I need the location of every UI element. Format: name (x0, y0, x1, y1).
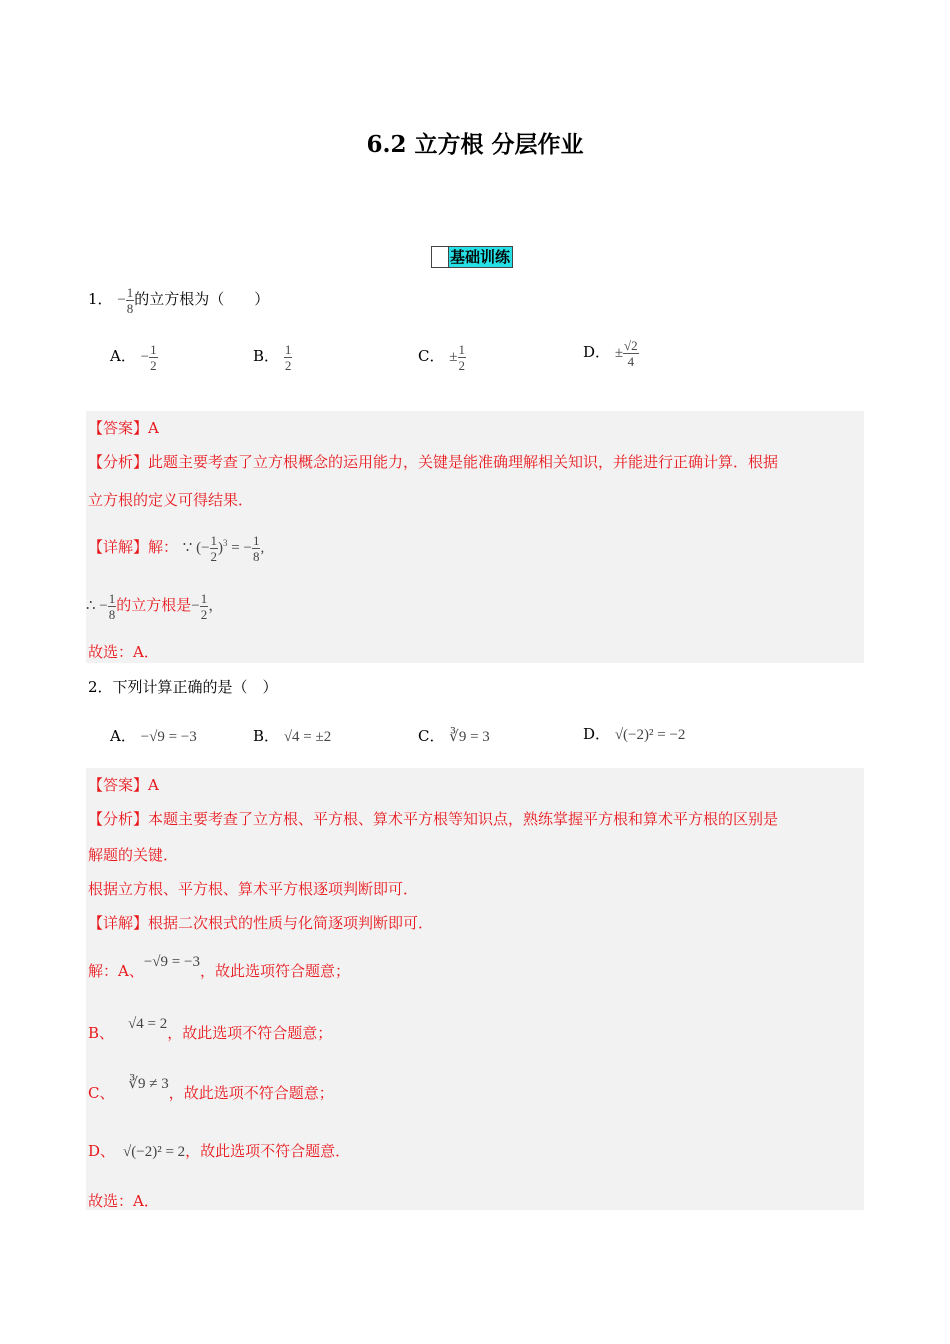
analysis-line-3: 根据立方根、平方根、算术平方根逐项判断即可． (88, 880, 419, 898)
option-label: D． (583, 725, 611, 743)
option-value: ± $\frac{√2}{4}$ (614, 338, 638, 369)
detail-line-2 (86, 591, 223, 622)
option-value: ± $\frac{1}{2}$ (449, 342, 465, 373)
conclusion: 故选：A． (88, 1192, 159, 1210)
detail-suffix: ，故此选项符合题意； (199, 962, 350, 980)
detail-c (88, 1076, 334, 1103)
question-stem: 的立方根为（ ） (134, 289, 270, 308)
detail-formula: √4 = 2 (128, 1016, 168, 1032)
option-value: $\frac{1}{2}$ (284, 342, 292, 373)
detail-d (88, 1140, 350, 1161)
option-b[interactable] (253, 726, 331, 747)
analysis-line-1: 【分析】此题主要考查了立方根概念的运用能力，关键是能准确理解相关知识，并能进行正确计算．根据 (88, 453, 779, 471)
detail-head: 【详解】解： (88, 537, 179, 556)
detail-formula: ∵ (− $\frac{1}{2}$ )$^3$ = − $\frac{1}{8}$ , (182, 533, 265, 564)
answer-box-2 (86, 768, 864, 1210)
detail-suffix: ，故此选项不符合题意； (167, 1024, 333, 1042)
section-badge: 基础训练 (431, 246, 513, 268)
detail-text: 的立方根是 (116, 595, 192, 614)
detail-formula: √(−2)² = 2 (123, 1144, 186, 1160)
option-value: √4 = ±2 (283, 729, 332, 745)
detail-formula: ∛9 ≠ 3 (128, 1076, 169, 1092)
option-value: √(−2)² = −2 (614, 727, 686, 743)
option-label: A． (110, 346, 136, 365)
question-number: 1． (88, 289, 113, 308)
detail-line-1 (88, 533, 264, 564)
detail-suffix: ，故此选项不符合题意； (168, 1084, 334, 1102)
question-2 (88, 677, 278, 697)
option-label: D． (583, 342, 611, 361)
answer: 【答案】A (88, 776, 159, 794)
option-c[interactable] (418, 342, 466, 373)
page-title: 6.2 立方根 分层作业 (366, 131, 584, 158)
answer: 【答案】A (88, 419, 159, 437)
detail-prefix: C、 (88, 1084, 115, 1102)
option-label: C． (418, 346, 445, 365)
option-value: − $\frac{1}{2}$ (140, 342, 157, 373)
detail-formula: ∴ − $\frac{1}{8}$ (86, 591, 116, 622)
detail-prefix: B、 (88, 1024, 115, 1042)
detail-b (88, 1016, 333, 1043)
analysis-line-2: 立方根的定义可得结果． (88, 491, 254, 509)
option-label: B． (253, 727, 280, 745)
option-label: B． (253, 346, 280, 365)
analysis-line-1: 【分析】本题主要考查了立方根、平方根、算术平方根等知识点，熟练掌握平方根和算术平方根的区别是 (88, 810, 779, 828)
detail-formula: − $\frac{1}{2}$ ， (191, 591, 224, 622)
conclusion: 故选：A． (88, 643, 159, 661)
detail-prefix: D、 (88, 1142, 116, 1160)
option-value: ∛9 = 3 (449, 729, 490, 745)
option-d[interactable] (583, 338, 639, 369)
option-value: −√9 = −3 (140, 729, 197, 745)
answer-box-1 (86, 411, 864, 663)
option-label: A． (110, 727, 136, 745)
question-stem: 下列计算正确的是（ ） (112, 678, 278, 696)
detail-prefix: 解：A、 (88, 962, 144, 980)
question-1 (88, 285, 269, 316)
option-a[interactable] (110, 726, 197, 747)
detail-formula: −√9 = −3 (143, 954, 200, 970)
detail-suffix: ，故此选项不符合题意． (185, 1142, 351, 1160)
option-d[interactable] (583, 724, 685, 745)
detail-a (88, 954, 350, 981)
option-a[interactable] (110, 342, 158, 373)
analysis-line-2: 解题的关键． (88, 846, 179, 864)
fraction-expression: − $\frac{1}{8}$ (117, 285, 134, 316)
question-number: 2． (88, 678, 113, 696)
option-label: C． (418, 727, 445, 745)
option-b[interactable] (253, 342, 292, 373)
detail: 【详解】根据二次根式的性质与化简逐项判断即可． (88, 914, 434, 932)
option-c[interactable] (418, 726, 490, 747)
